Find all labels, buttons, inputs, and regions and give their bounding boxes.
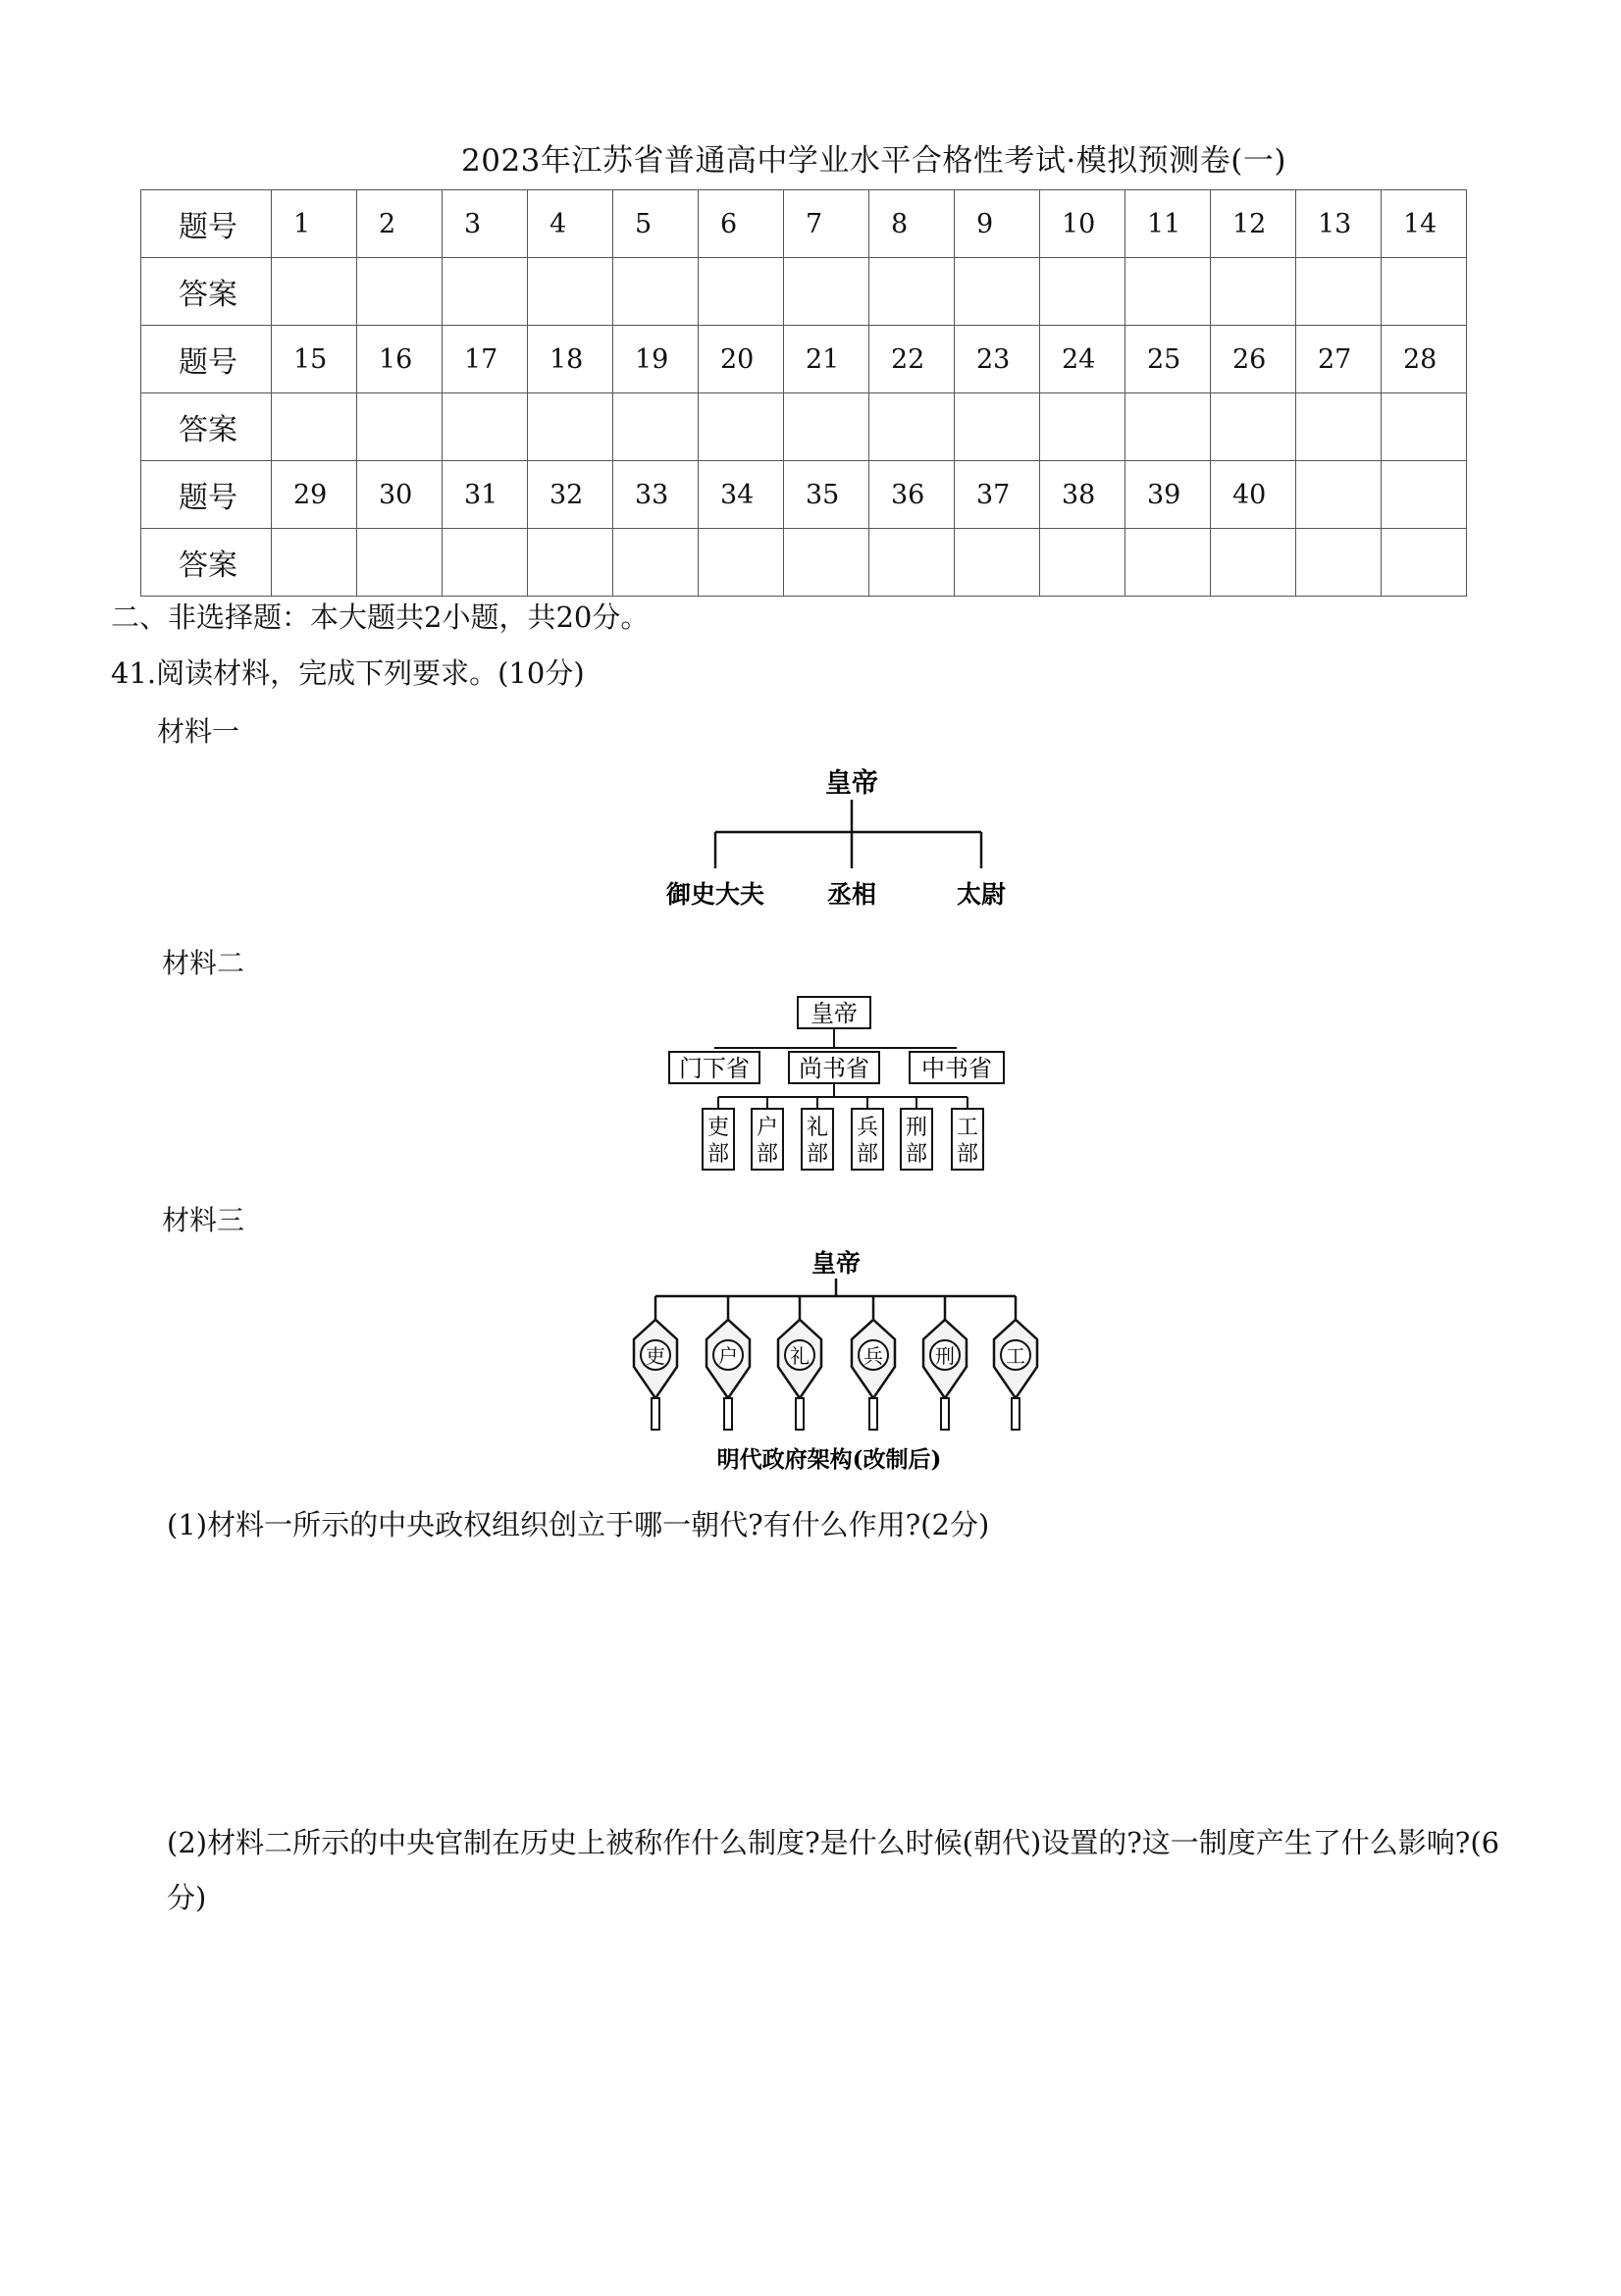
row-label-answer: 答案 xyxy=(141,258,272,326)
question-number-cell: 8 xyxy=(869,190,955,258)
answer-cell[interactable] xyxy=(1040,529,1125,597)
answer-cell[interactable] xyxy=(357,258,443,326)
answer-cell[interactable] xyxy=(1211,393,1296,461)
question-number-cell: 19 xyxy=(613,326,699,393)
question-number-cell: 33 xyxy=(613,461,699,529)
answer-cell[interactable] xyxy=(613,393,699,461)
question-number-cell: 29 xyxy=(272,461,357,529)
answer-cell[interactable] xyxy=(699,393,784,461)
question-number-cell xyxy=(1296,461,1382,529)
sub-question-1: (1)材料一所示的中央政权组织创立于哪一朝代?有什么作用?(2分) xyxy=(167,1508,990,1541)
ministry-pendant xyxy=(778,1296,821,1430)
question-number-cell: 15 xyxy=(272,326,357,393)
ministry-label: 工 xyxy=(1006,1344,1025,1368)
question-number-cell: 24 xyxy=(1040,326,1125,393)
answer-cell[interactable] xyxy=(1211,258,1296,326)
question-number-cell: 34 xyxy=(699,461,784,529)
answer-cell[interactable] xyxy=(528,529,613,597)
question-number-cell: 3 xyxy=(443,190,528,258)
answer-row xyxy=(141,258,1467,326)
ministry-pendant xyxy=(923,1296,967,1430)
ministry-label: 工 xyxy=(956,1116,979,1140)
question-number-cell: 38 xyxy=(1040,461,1125,529)
ministry-label: 吏 xyxy=(706,1116,730,1140)
answer-cell[interactable] xyxy=(272,258,357,326)
row-label-answer: 答案 xyxy=(141,529,272,597)
answer-cell[interactable] xyxy=(784,393,869,461)
answer-cell[interactable] xyxy=(784,529,869,597)
material-3-label: 材料三 xyxy=(162,1204,245,1236)
ministry-label: 户 xyxy=(756,1116,779,1140)
diagram1-child: 太尉 xyxy=(956,880,1007,909)
row-label-question: 题号 xyxy=(141,326,272,393)
question-number-cell: 5 xyxy=(613,190,699,258)
diagram-ming-government xyxy=(628,1241,1060,1482)
ministry-label: 刑 xyxy=(935,1344,955,1368)
question-number-row xyxy=(141,190,1467,258)
question-number-cell: 4 xyxy=(528,190,613,258)
diagram2-emperor: 皇帝 xyxy=(810,1000,858,1027)
answer-cell[interactable] xyxy=(1382,258,1467,326)
question-number-cell: 12 xyxy=(1211,190,1296,258)
question-number-cell: 7 xyxy=(784,190,869,258)
question-number-cell: 27 xyxy=(1296,326,1382,393)
answer-cell[interactable] xyxy=(1296,258,1382,326)
question-number-cell: 6 xyxy=(699,190,784,258)
question-number-cell: 40 xyxy=(1211,461,1296,529)
question-number-cell: 23 xyxy=(955,326,1040,393)
ministry-label: 兵 xyxy=(863,1344,883,1368)
answer-cell[interactable] xyxy=(869,529,955,597)
ministry-label: 礼 xyxy=(790,1344,810,1368)
question-number-cell: 25 xyxy=(1125,326,1211,393)
question-number-cell: 26 xyxy=(1211,326,1296,393)
ministry-pendant xyxy=(994,1296,1037,1430)
ministry-label: 刑 xyxy=(905,1116,928,1140)
ministry-label: 部 xyxy=(756,1142,779,1167)
answer-cell[interactable] xyxy=(528,258,613,326)
question-number-cell xyxy=(1382,461,1467,529)
ministry-pendant xyxy=(706,1296,750,1430)
question-number-cell: 13 xyxy=(1296,190,1382,258)
question-number-cell: 18 xyxy=(528,326,613,393)
question-number-cell: 10 xyxy=(1040,190,1125,258)
diagram2-sheng: 中书省 xyxy=(921,1055,992,1082)
material-1-label: 材料一 xyxy=(157,715,240,748)
row-label-answer: 答案 xyxy=(141,393,272,461)
answer-cell[interactable] xyxy=(1125,258,1211,326)
question-number-cell: 22 xyxy=(869,326,955,393)
ministry-label: 部 xyxy=(706,1142,730,1167)
answer-cell[interactable] xyxy=(869,393,955,461)
question-number-cell: 30 xyxy=(357,461,443,529)
diagram3-emperor: 皇帝 xyxy=(810,1249,862,1278)
ministry-label: 礼 xyxy=(806,1116,829,1140)
answer-cell[interactable] xyxy=(784,258,869,326)
answer-row xyxy=(141,529,1467,597)
answer-cell[interactable] xyxy=(1040,258,1125,326)
answer-cell[interactable] xyxy=(357,393,443,461)
question-number-cell: 36 xyxy=(869,461,955,529)
question-number-cell: 37 xyxy=(955,461,1040,529)
ministry-pendant xyxy=(852,1296,895,1430)
ministry-pendant xyxy=(634,1296,677,1430)
question-number-cell: 2 xyxy=(357,190,443,258)
ministry-label: 部 xyxy=(806,1142,829,1167)
answer-cell[interactable] xyxy=(357,529,443,597)
diagram3-caption: 明代政府架构(改制后) xyxy=(716,1446,942,1473)
sub-question-2-continued: 分) xyxy=(167,1881,207,1914)
question-number-cell: 17 xyxy=(443,326,528,393)
ministry-label: 部 xyxy=(856,1142,879,1167)
page-title: 2023年江苏省普通高中学业水平合格性考试·模拟预测卷(一) xyxy=(461,143,1286,179)
material-2-label: 材料二 xyxy=(162,947,245,979)
question-number-cell: 35 xyxy=(784,461,869,529)
question-number-row xyxy=(141,326,1467,393)
ministry-label: 部 xyxy=(905,1142,928,1167)
answer-cell[interactable] xyxy=(1382,529,1467,597)
question-number-cell: 31 xyxy=(443,461,528,529)
question-number-cell: 11 xyxy=(1125,190,1211,258)
section-heading: 二、非选择题：本大题共2小题，共20分。 xyxy=(111,600,650,634)
answer-cell[interactable] xyxy=(1296,393,1382,461)
answer-cell[interactable] xyxy=(955,529,1040,597)
question-number-row xyxy=(141,461,1467,529)
answer-cell[interactable] xyxy=(1040,393,1125,461)
answer-cell[interactable] xyxy=(699,258,784,326)
answer-cell[interactable] xyxy=(1296,529,1382,597)
answer-cell[interactable] xyxy=(272,393,357,461)
row-label-question: 题号 xyxy=(141,190,272,258)
answer-cell[interactable] xyxy=(272,529,357,597)
answer-cell[interactable] xyxy=(528,393,613,461)
answer-cell[interactable] xyxy=(699,529,784,597)
question-number-cell: 16 xyxy=(357,326,443,393)
diagram2-sheng: 尚书省 xyxy=(799,1055,869,1082)
answer-cell[interactable] xyxy=(613,529,699,597)
answer-cell[interactable] xyxy=(443,529,528,597)
answer-cell[interactable] xyxy=(1211,529,1296,597)
question-41: 41.阅读材料，完成下列要求。(10分) xyxy=(111,656,585,690)
row-label-question: 题号 xyxy=(141,461,272,529)
diagram1-child: 御史大夫 xyxy=(665,880,765,909)
question-number-cell: 14 xyxy=(1382,190,1467,258)
question-number-cell: 1 xyxy=(272,190,357,258)
answer-cell[interactable] xyxy=(955,393,1040,461)
diagram-qin-central xyxy=(628,756,1060,922)
question-number-cell: 21 xyxy=(784,326,869,393)
sub-question-2: (2)材料二所示的中央官制在历史上被称作什么制度?是什么时候(朝代)设置的?这一制度产生了什么影响?(6 xyxy=(167,1826,1500,1859)
diagram-three-departments xyxy=(648,991,1040,1187)
diagram1-emperor: 皇帝 xyxy=(825,768,878,799)
answer-cell[interactable] xyxy=(443,258,528,326)
answer-cell[interactable] xyxy=(869,258,955,326)
ministry-label: 户 xyxy=(718,1344,738,1368)
question-number-cell: 39 xyxy=(1125,461,1211,529)
answer-row xyxy=(141,393,1467,461)
ministry-label: 吏 xyxy=(646,1344,665,1368)
question-number-cell: 32 xyxy=(528,461,613,529)
diagram2-sheng: 门下省 xyxy=(679,1055,750,1082)
question-number-cell: 20 xyxy=(699,326,784,393)
answer-table xyxy=(140,189,1467,597)
answer-cell[interactable] xyxy=(955,258,1040,326)
ministry-label: 兵 xyxy=(856,1116,879,1140)
answer-cell[interactable] xyxy=(443,393,528,461)
question-number-cell: 28 xyxy=(1382,326,1467,393)
question-number-cell: 9 xyxy=(955,190,1040,258)
answer-cell[interactable] xyxy=(1125,393,1211,461)
diagram1-child: 丞相 xyxy=(826,880,877,909)
answer-cell[interactable] xyxy=(1125,529,1211,597)
answer-cell[interactable] xyxy=(613,258,699,326)
ministry-label: 部 xyxy=(956,1142,979,1167)
answer-cell[interactable] xyxy=(1382,393,1467,461)
